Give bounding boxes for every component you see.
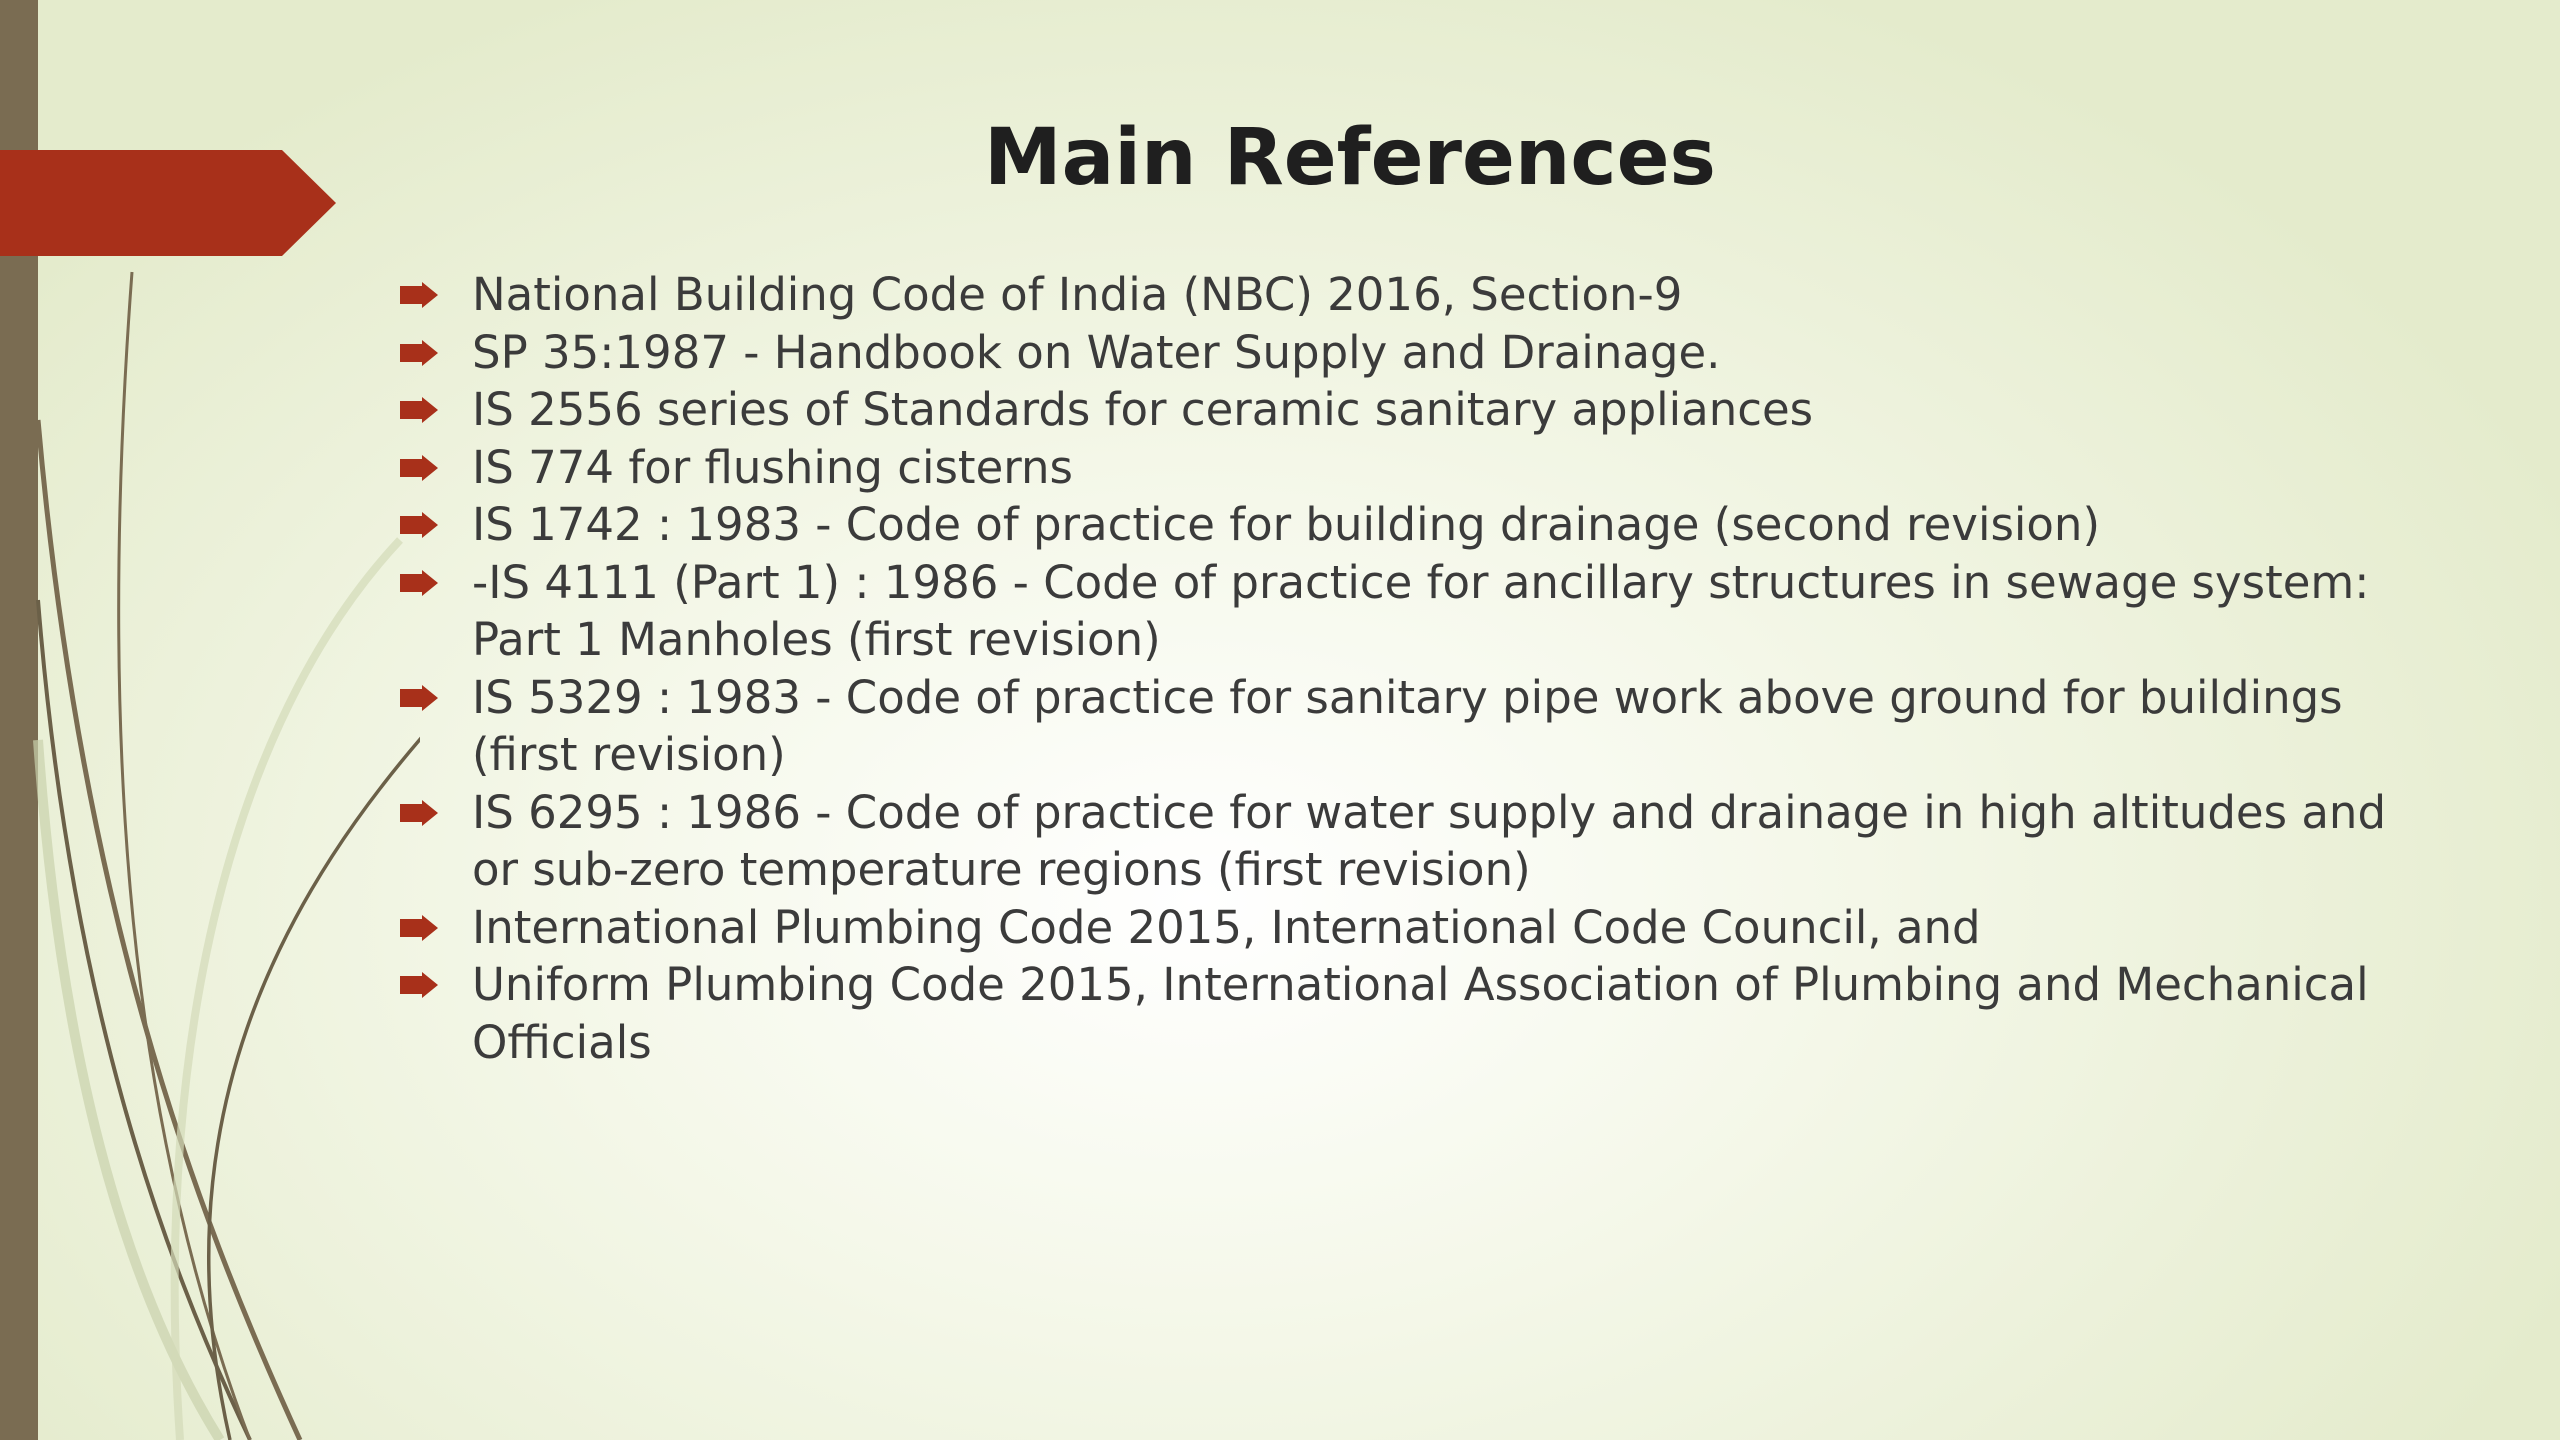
list-item <box>400 956 2400 1071</box>
list-item <box>400 439 2400 497</box>
reference-text: National Building Code of India (NBC) 2016, Section-9 <box>472 268 1683 321</box>
arrow-bullet-icon <box>400 282 438 308</box>
reference-text: SP 35:1987 - Handbook on Water Supply and Drainage. <box>472 325 1721 379</box>
arrow-bullet-icon <box>400 800 438 826</box>
list-item <box>400 324 2400 382</box>
reference-text: Uniform Plumbing Code 2015, International Association of Plumbing and Mechanical Officials <box>472 958 2369 1069</box>
reference-text: -IS 4111 (Part 1) : 1986 - Code of practice for ancillary structures in sewage system: Part 1 Manholes (first revision) <box>472 555 2370 666</box>
list-item <box>400 554 2400 669</box>
reference-text: IS 2556 series of Standards for ceramic sanitary appliances <box>472 383 1814 436</box>
list-item <box>400 381 2400 439</box>
list-item <box>400 266 2400 324</box>
slide-title: Main References <box>984 113 1716 203</box>
reference-text: International Plumbing Code 2015, International Code Council, and <box>472 900 1981 954</box>
list-item <box>400 496 2400 554</box>
arrow-bullet-icon <box>400 570 438 596</box>
arrow-bullet-icon <box>400 397 438 423</box>
arrow-bullet-icon <box>400 455 438 481</box>
reference-text: IS 774 for flushing cisterns <box>472 440 1073 494</box>
arrow-tab-shape <box>0 150 336 256</box>
arrow-bullet-icon <box>400 915 438 941</box>
arrow-bullet-icon <box>400 340 438 366</box>
arrow-bullet-icon <box>400 512 438 538</box>
list-item <box>400 899 2400 957</box>
list-item <box>400 669 2400 784</box>
reference-text: IS 1742 : 1983 - Code of practice for building drainage (second revision) <box>472 498 2100 551</box>
references-list <box>400 266 2400 1071</box>
arrow-bullet-icon <box>400 972 438 998</box>
list-item <box>400 784 2400 899</box>
arrow-bullet-icon <box>400 685 438 711</box>
reference-text: IS 5329 : 1983 - Code of practice for sanitary pipe work above ground for buildings (first revision) <box>472 670 2343 781</box>
reference-text: IS 6295 : 1986 - Code of practice for water supply and drainage in high altitudes and or sub-zero temperature regions (first revision) <box>472 785 2387 896</box>
